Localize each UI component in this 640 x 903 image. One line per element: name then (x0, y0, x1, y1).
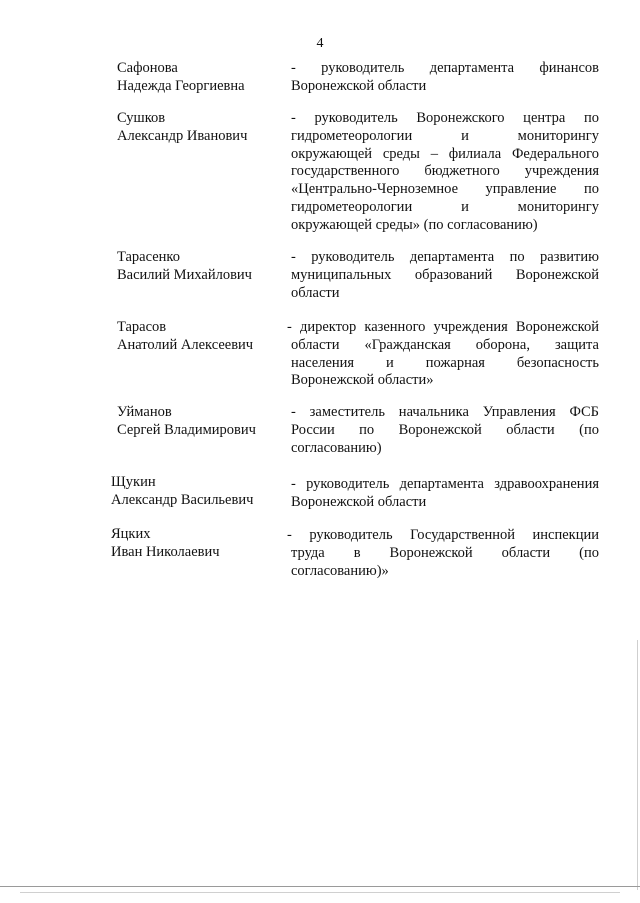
description-line: - заместитель начальника Управления ФСБ (291, 404, 599, 420)
position-description (291, 60, 599, 96)
surname: Тарасов (117, 319, 167, 335)
description-line: - руководитель департамента финансов (291, 60, 599, 76)
description-line: - руководитель Воронежского центра по (291, 110, 599, 126)
position-description (287, 527, 599, 580)
person-name (117, 60, 287, 96)
description-line: согласованию)» (291, 562, 389, 579)
description-line: Воронежской области» (291, 372, 434, 389)
person-name (117, 404, 287, 440)
given-names: Сергей Владимирович (117, 421, 256, 438)
description-line: - руководитель Государственной инспекции (287, 527, 599, 543)
description-line: согласованию) (291, 439, 382, 456)
description-line: муниципальных образований Воронежской (291, 266, 599, 283)
description-line: «Центрально-Черноземное управление по (291, 181, 599, 198)
position-description (287, 319, 599, 390)
description-line: - директор казенного учреждения Воронежской (287, 319, 599, 335)
description-line: окружающей среды – филиала Федерального (291, 145, 599, 162)
surname: Тарасенко (117, 249, 180, 265)
surname: Сушков (117, 110, 166, 126)
position-description (291, 249, 599, 302)
given-names: Надежда Георгиевна (117, 77, 245, 94)
person-name (111, 526, 281, 562)
given-names: Александр Васильевич (111, 491, 254, 508)
person-name (117, 110, 287, 146)
description-line: гидрометеорологии и мониторингу (291, 127, 599, 144)
given-names: Василий Михайлович (117, 266, 252, 283)
position-description (291, 404, 599, 457)
given-names: Анатолий Алексеевич (117, 336, 254, 353)
given-names: Александр Иванович (117, 127, 248, 144)
position-description (291, 476, 599, 512)
description-line: Воронежской области (291, 77, 427, 94)
surname: Яцких (111, 526, 151, 542)
person-name (117, 249, 287, 285)
surname: Сафонова (117, 60, 178, 76)
description-line: гидрометеорологии и мониторингу (291, 198, 599, 215)
description-line: окружающей среды» (по согласованию) (291, 216, 538, 233)
description-line: населения и пожарная безопасность (291, 354, 599, 371)
scan-edge-line (637, 640, 638, 890)
position-description (291, 110, 599, 235)
scan-bottom-edge (0, 886, 640, 887)
person-name (111, 474, 281, 510)
description-line: области (291, 284, 340, 301)
person-name (117, 319, 287, 355)
given-names: Иван Николаевич (111, 543, 220, 560)
description-line: России по Воронежской области (по (291, 421, 599, 438)
page-number: 4 (316, 36, 324, 51)
description-line: - руководитель департамента по развитию (291, 249, 599, 265)
surname: Уйманов (117, 404, 172, 420)
description-line: Воронежской области (291, 493, 427, 510)
description-line: государственного бюджетного учреждения (291, 163, 599, 180)
description-line: - руководитель департамента здравоохранения (291, 476, 599, 492)
description-line: области «Гражданская оборона, защита (291, 336, 599, 353)
description-line: труда в Воронежской области (по (291, 544, 599, 561)
scan-bottom-edge-secondary (20, 892, 620, 893)
surname: Щукин (111, 474, 156, 490)
